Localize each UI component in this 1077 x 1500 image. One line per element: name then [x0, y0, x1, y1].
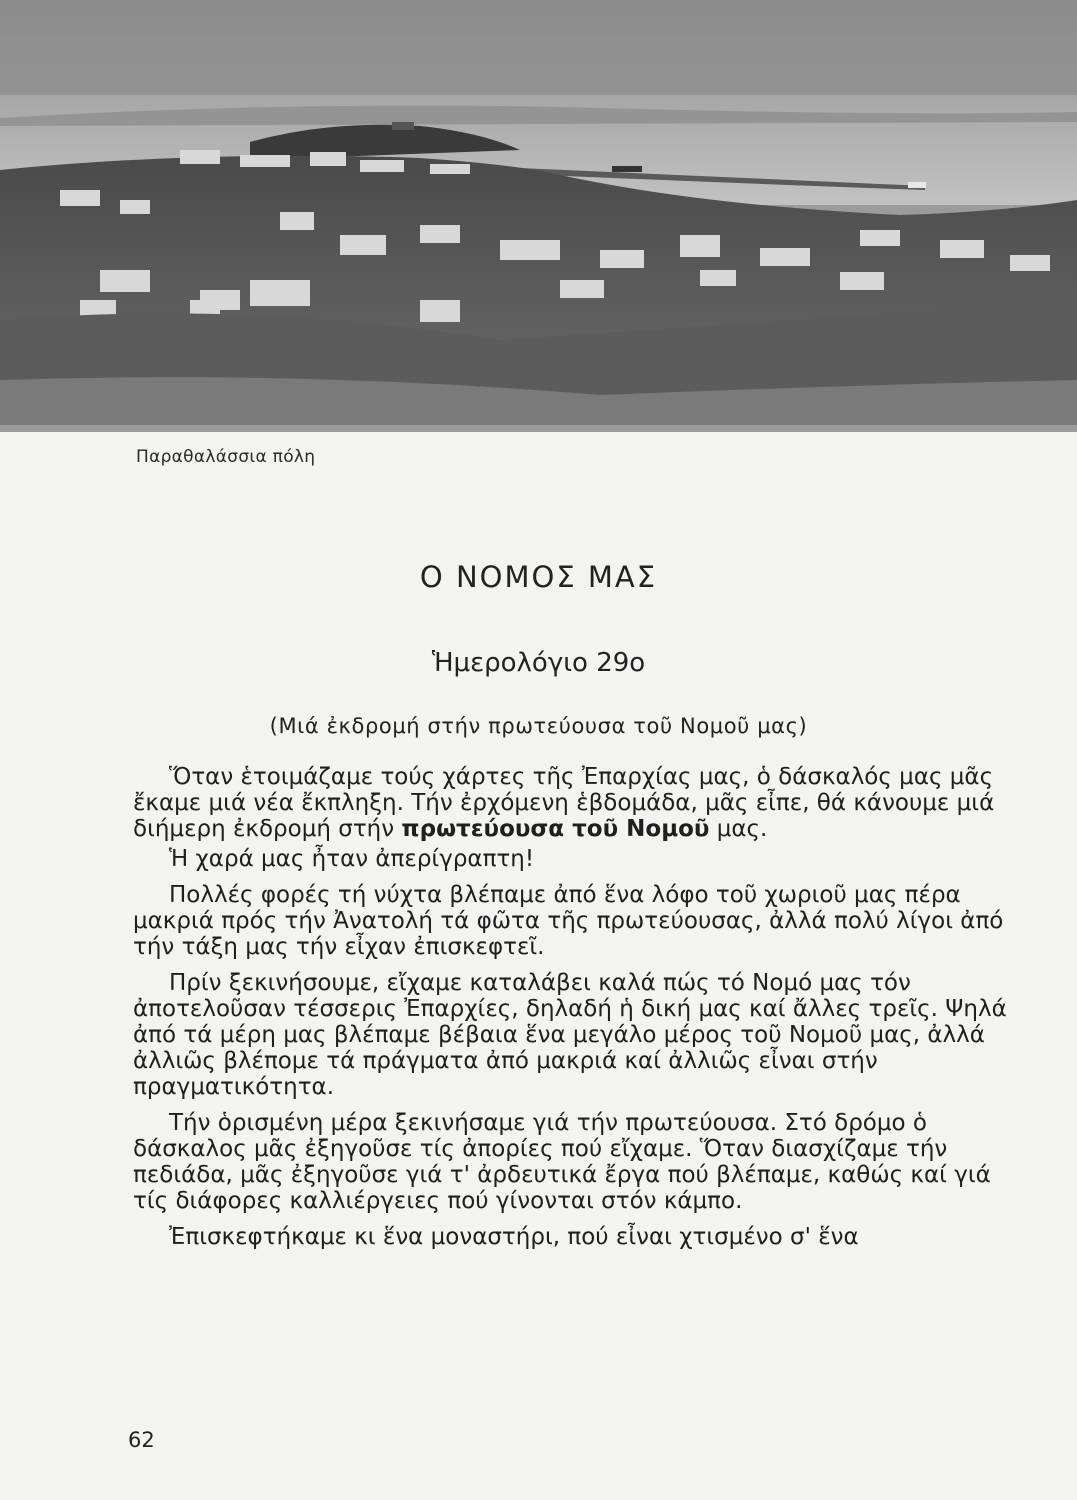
section-subtitle: (Μιά ἐκδρομή στήν πρωτεύουσα τοῦ Νομοῦ μας) — [269, 714, 808, 738]
coastal-town-photo — [0, 0, 1077, 432]
paragraph-1 — [133, 764, 1026, 842]
paragraph-1-end: μας. — [709, 816, 768, 842]
paragraph-3: Πολλές φορές τή νύχτα βλέπαμε ἀπό ἕνα λόφο τοῦ χωριοῦ μας πέρα μακριά πρός τήν Ἀνατολή τά φῶτα τῆς πρωτεύουσας, ἀλλά πολύ λίγοι ἀπό τήν τάξη μας τήν εἶχαν ἐπισκεφτεῖ. — [133, 882, 1004, 960]
paragraph-1-start: Ὅταν ἑτοιμάζαμε τούς χάρτες τῆς Ἐπαρχίας μας, ὁ δάσκαλός μας μᾶς ἔκαμε μιά νέα ἔκπληξη. Τήν ἐρχόμενη ἑβδομάδα, μᾶς εἶπε, θά κάνουμε μιά διήμερη ἐκδρομή στήν — [133, 764, 995, 842]
paragraph-6: Ἐπισκεφτήκαμε κι ἕνα μοναστήρι, πού εἶναι χτισμένο σ' ἕνα — [169, 1224, 859, 1250]
page-number: 62 — [128, 1428, 155, 1452]
diary-entry-heading: Ἡμερολόγιο 29ο — [431, 648, 646, 678]
paragraph-1-emphasis: πρωτεύουσα τοῦ Νομοῦ — [401, 816, 710, 842]
paragraph-5: Τήν ὁρισμένη μέρα ξεκινήσαμε γιά τήν πρωτεύουσα. Στό δρόμο ὁ δάσκαλος μᾶς ἐξηγοῦσε τίς ἀπορίες πού εἴχαμε. Ὅταν διασχίζαμε τήν πεδιάδα, μᾶς ἐξηγοῦσε γιά τ' ἀρδευτικά ἔργα πού βλέπαμε, καθώς καί γιά τίς διάφορες καλλιέργειες πού γίνονται στόν κάμπο. — [133, 1110, 991, 1214]
paragraph-4: Πρίν ξεκινήσουμε, εἴχαμε καταλάβει καλά πώς τό Νομό μας τόν ἀποτελοῦσαν τέσσερις Ἐπαρχίες, δηλαδή ἡ δική μας καί ἄλλες τρεῖς. Ψηλά ἀπό τά μέρη μας βλέπαμε βέβαια ἕνα μεγάλο μέρος τοῦ Νομοῦ μας, ἀλλά ἀλλιῶς βλέπομε τά πράγματα ἀπό μακριά καί ἀλλιῶς εἶναι στήν πραγματικότητα. — [133, 970, 1007, 1100]
body-text — [133, 764, 1026, 1250]
page-title: Ο ΝΟΜΟΣ ΜΑΣ — [419, 560, 658, 594]
paragraph-2: Ἡ χαρά μας ἦταν ἀπερίγραπτη! — [169, 846, 535, 872]
photo-caption: Παραθαλάσσια πόλη — [136, 447, 316, 467]
